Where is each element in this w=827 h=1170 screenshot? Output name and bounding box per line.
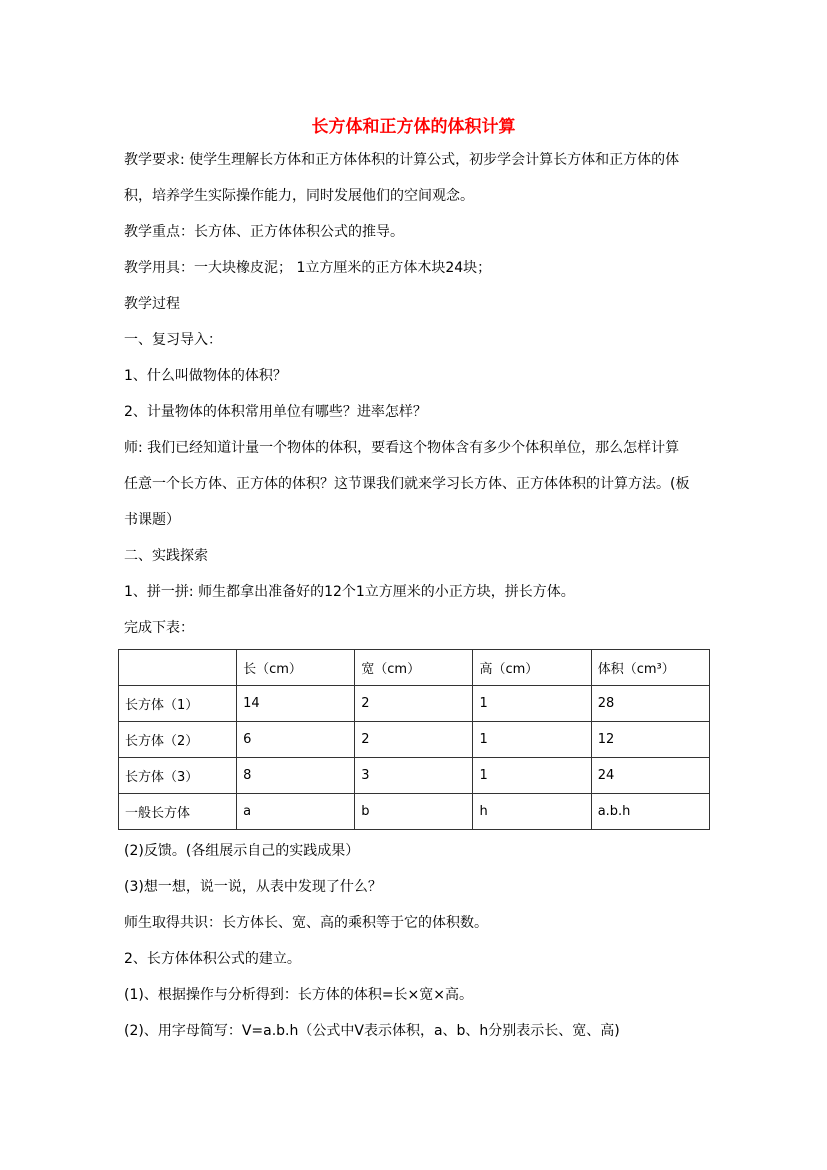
table-cell: 长（cm） [237, 650, 355, 686]
table-cell: 长方体（3） [119, 758, 237, 794]
table-cell: 28 [591, 686, 709, 722]
table-cell: 2 [355, 722, 473, 758]
paragraph: 完成下表： [124, 620, 194, 636]
document-title: 长方体和正方体的体积计算 [311, 117, 516, 137]
table-row [119, 794, 710, 830]
paragraph: 教学重点：长方体、正方体体积公式的推导。 [124, 224, 404, 240]
paragraph: 2、计量物体的体积常用单位有哪些？进率怎样？ [124, 404, 427, 420]
paragraph: 师: 我们已经知道计量一个物体的体积，要看这个物体含有多少个体积单位，那么怎样计算 [124, 440, 680, 456]
table-cell: 长方体（1） [119, 686, 237, 722]
table-cell: 宽（cm） [355, 650, 473, 686]
table-cell: a.b.h [591, 794, 709, 830]
table-cell: 长方体（2） [119, 722, 237, 758]
paragraph: 教学用具：一大块橡皮泥； 1立方厘米的正方体木块24块； [124, 260, 492, 276]
paragraph: 师生取得共识：长方体长、宽、高的乘积等于它的体积数。 [124, 915, 488, 931]
table-cell: b [355, 794, 473, 830]
table-cell: 2 [355, 686, 473, 722]
paragraph: 二、实践探索 [124, 548, 208, 564]
table-cell: 1 [473, 686, 591, 722]
paragraph: 任意一个长方体、正方体的体积？这节课我们就来学习长方体、正方体体积的计算方法。(板 [124, 476, 690, 492]
table-cell: 一般长方体 [119, 794, 237, 830]
table-cell: a [237, 794, 355, 830]
paragraph: 教学过程 [124, 296, 180, 312]
table-cell: 1 [473, 758, 591, 794]
paragraph: (2)反馈。(各组展示自己的实践成果） [124, 843, 360, 859]
table-row [119, 722, 710, 758]
paragraph: 1、拼一拼: 师生都拿出准备好的12个1立方厘米的小正方块，拼长方体。 [124, 584, 575, 600]
table-row [119, 650, 710, 686]
table-row [119, 686, 710, 722]
table-cell: 6 [237, 722, 355, 758]
paragraph: (1)、根据操作与分析得到：长方体的体积=长×宽×高。 [124, 987, 474, 1003]
paragraph: 一、复习导入： [124, 332, 222, 348]
paragraph: 2、长方体体积公式的建立。 [124, 951, 301, 967]
paragraph: 1、什么叫做物体的体积？ [124, 368, 287, 384]
volume-table [118, 649, 710, 830]
table-cell: 12 [591, 722, 709, 758]
table-cell: 8 [237, 758, 355, 794]
paragraph: 积，培养学生实际操作能力，同时发展他们的空间观念。 [124, 188, 474, 204]
paragraph: (3)想一想，说一说，从表中发现了什么？ [124, 879, 382, 895]
table-cell: 24 [591, 758, 709, 794]
paragraph: (2)、用字母简写：V=a.b.h（公式中V表示体积，a、b、h分别表示长、宽、高) [124, 1023, 620, 1039]
table-cell: 高（cm） [473, 650, 591, 686]
table-cell: h [473, 794, 591, 830]
table-cell: 1 [473, 722, 591, 758]
table-row [119, 758, 710, 794]
table-cell: 体积（cm³） [591, 650, 709, 686]
table-cell [119, 650, 237, 686]
paragraph: 书课题） [124, 512, 180, 528]
table-cell: 3 [355, 758, 473, 794]
paragraph: 教学要求: 使学生理解长方体和正方体体积的计算公式，初步学会计算长方体和正方体的体 [124, 152, 680, 168]
table-cell: 14 [237, 686, 355, 722]
